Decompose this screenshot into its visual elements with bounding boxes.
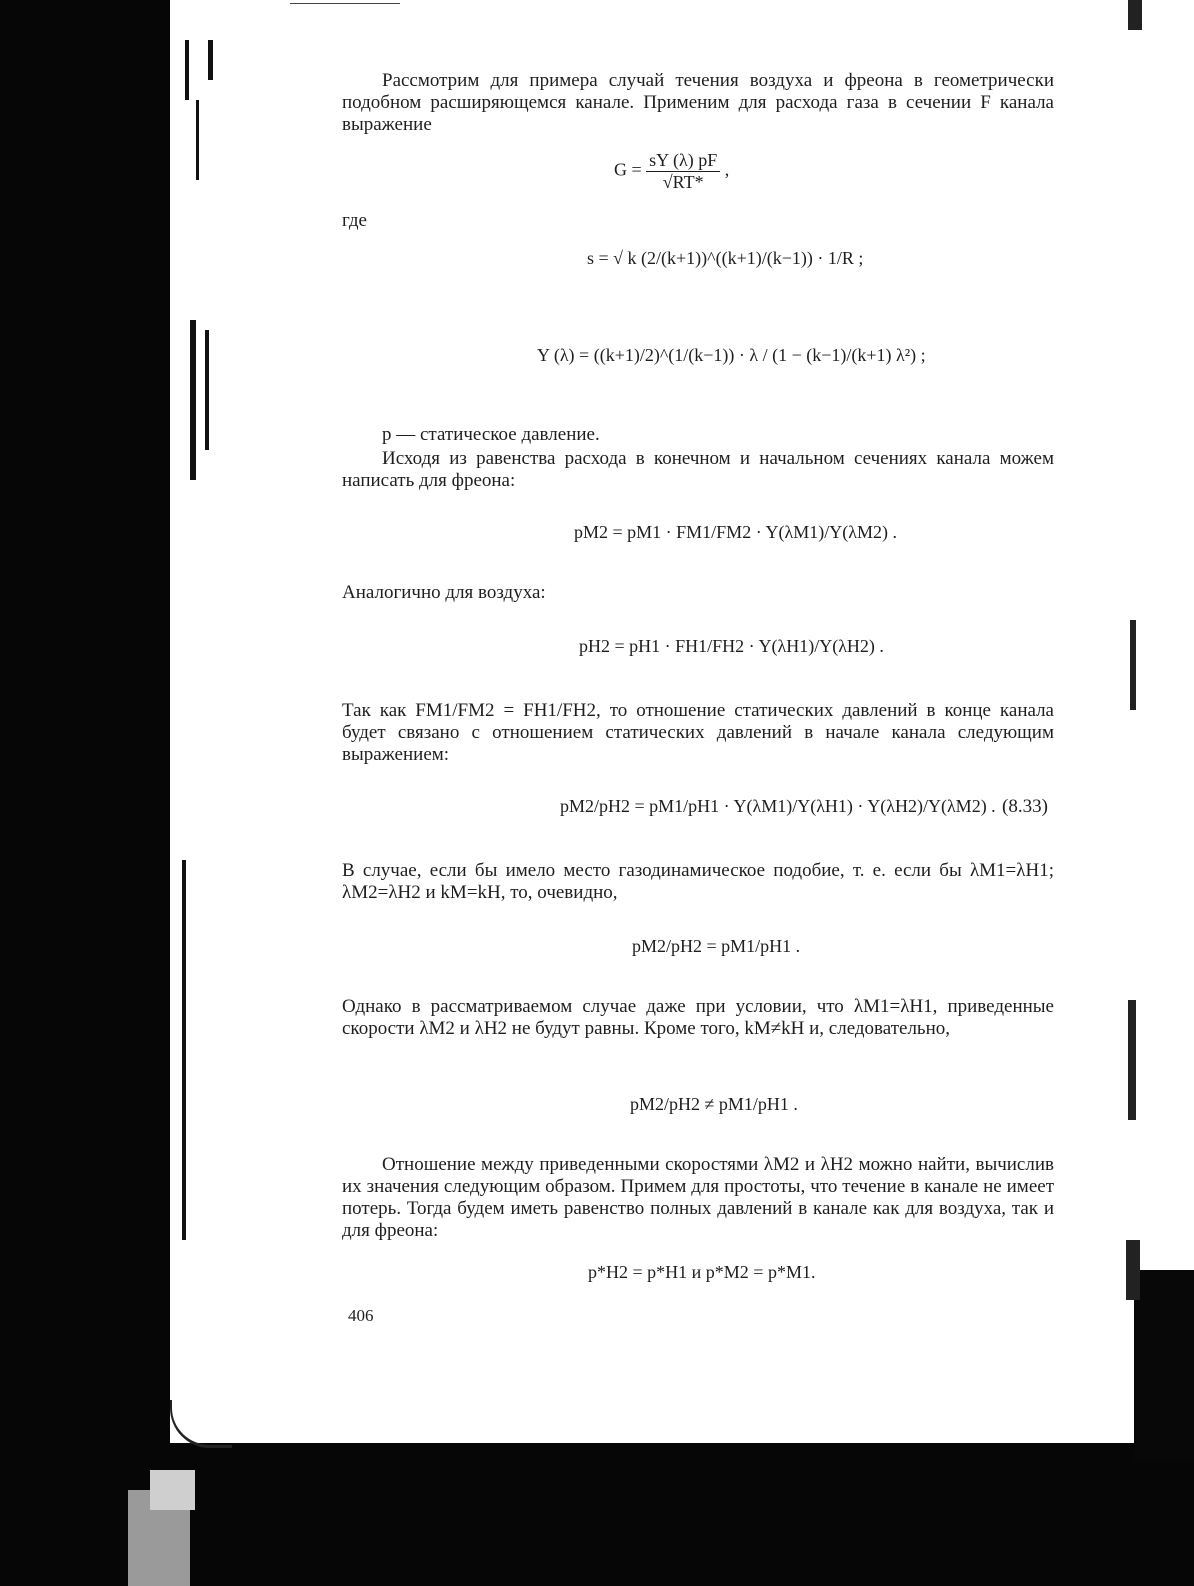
scan-streak	[182, 860, 186, 1240]
scan-streak	[185, 40, 189, 100]
paragraph: В случае, если бы имело место газодинамическое подобие, т. е. если бы λM1=λH1; λM2=λH2 и kM=kH, то, очевидно,	[342, 860, 1054, 903]
equation-number: (8.33)	[1002, 796, 1048, 817]
scan-shadow-right	[1134, 1270, 1194, 1460]
paragraph: Рассмотрим для примера случай течения воздуха и фреона в геометрически подобном расширяющемся канале. Применим для расхода газа в сечении F канала выражение	[342, 70, 1054, 135]
equation-text: √ k (2/(k+1))^((k+1)/(k−1)) · 1/R ;	[613, 248, 864, 268]
scan-right-mark	[1128, 1000, 1136, 1120]
scan-grey-patch	[150, 1470, 195, 1510]
page-curl	[170, 1400, 232, 1448]
paragraph: p — статическое давление.	[382, 424, 600, 445]
fraction	[646, 150, 720, 193]
paragraph: Исходя из равенства расхода в конечном и начальном сечениях канала можем написать для фреона:	[342, 448, 1054, 491]
equation-air: pH2 = pH1 · FH1/FH2 · Y(λH1)/Y(λH2) .	[579, 636, 884, 656]
equation-not-equal: pM2/pH2 ≠ pM1/pH1 .	[630, 1094, 798, 1114]
equation-8-33: pM2/pH2 = pM1/pH1 · Y(λM1)/Y(λH1) · Y(λH2)/Y(λM2) .	[560, 796, 996, 816]
scan-streak	[190, 320, 196, 480]
equation-text: ((k+1)/2)^(1/(k−1)) · λ / (1 − (k−1)/(k+1) λ²) ;	[593, 345, 926, 365]
equation-freon: pM2 = pM1 · FM1/FM2 · Y(λM1)/Y(λM2) .	[574, 522, 897, 542]
paragraph: Аналогично для воздуха:	[342, 582, 546, 603]
equation-text: Y (λ) =	[537, 345, 590, 365]
scan-right-mark	[1126, 1240, 1140, 1300]
scan-right-mark	[1130, 620, 1136, 710]
numerator: sY (λ) pF	[646, 150, 720, 172]
equation-similarity: pM2/pH2 = pM1/pH1 .	[632, 936, 801, 956]
word-gde: где	[342, 210, 367, 231]
scan-streak	[196, 100, 199, 180]
page-number: 406	[348, 1306, 374, 1325]
scan-shadow-left	[0, 0, 170, 1586]
equation-text: ,	[724, 159, 730, 180]
equation-text: s =	[587, 248, 609, 268]
equation-text: G =	[614, 159, 642, 180]
paragraph: Так как FM1/FM2 = FH1/FH2, то отношение статических давлений в конце канала будет связано с отношением статических давлений в начале канала следующим выражением:	[342, 700, 1054, 765]
paragraph: Отношение между приведенными скоростями λM2 и λH2 можно найти, вычислив их значения следующим образом. Примем для простоты, что течение в канале не имеет потерь. Тогда будем иметь равенство полных давлений в канале как для воздуха, так и для фреона:	[342, 1154, 1054, 1241]
scan-streak	[208, 40, 213, 80]
equation-total-pressure: p*H2 = p*H1 и p*M2 = p*M1.	[588, 1262, 816, 1282]
equation-G	[614, 150, 729, 193]
denominator: √RT*	[662, 172, 704, 192]
equation-s	[587, 248, 863, 269]
scan-top-line	[290, 3, 400, 4]
equation-Y	[537, 345, 926, 366]
paragraph: Однако в рассматриваемом случае даже при условии, что λM1=λH1, приведенные скорости λM2 и λH2 не будут равны. Кроме того, kM≠kH и, следовательно,	[342, 996, 1054, 1039]
scan-right-mark	[1128, 0, 1142, 30]
scan-streak	[205, 330, 209, 450]
